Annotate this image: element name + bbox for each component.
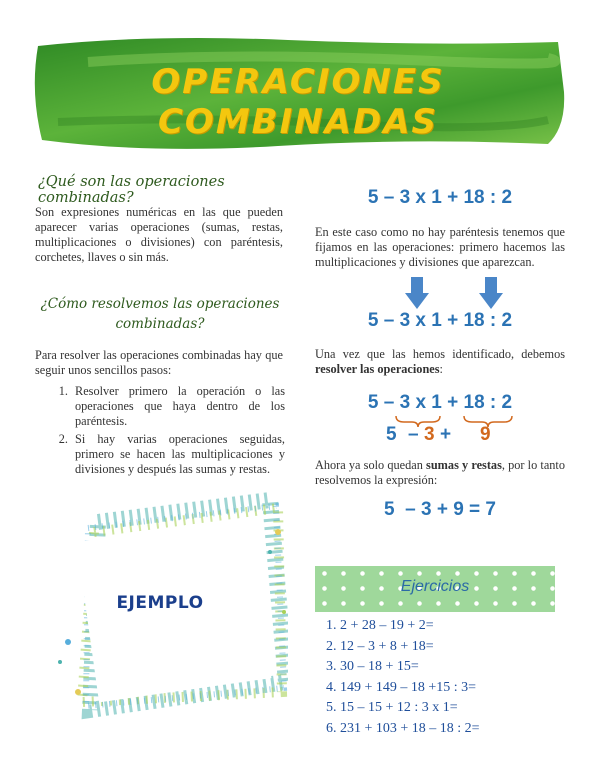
exercise-item: 6. 231 + 103 + 18 – 18 : 2= — [340, 719, 568, 740]
p2-suffix: : — [439, 362, 443, 376]
exercises-banner — [315, 566, 555, 612]
expr3-multiplication: 3 x 1 — [399, 392, 442, 413]
final-expression: 5 – 3 + 9 = 7 — [384, 499, 496, 520]
down-arrow-icon — [405, 277, 429, 309]
header-banner — [28, 32, 568, 150]
exercise-item: 2. 12 – 3 + 8 + 18= — [340, 637, 568, 658]
expr3-part-a: 5 – — [367, 392, 400, 413]
expr3-division: 18 : 2 — [463, 392, 513, 413]
expression-3 — [315, 392, 565, 414]
explanation-paragraph-2 — [315, 347, 565, 377]
question-heading-2-line2: combinadas? — [115, 316, 205, 332]
example-label: EJEMPLO — [116, 593, 204, 613]
p2-prefix: Una vez que las hemos identificado, debemos — [315, 347, 565, 361]
p3-bold: sumas y restas — [426, 458, 502, 472]
exercise-item: 5. 15 – 15 + 12 : 3 x 1= — [340, 698, 568, 719]
result-plus: + — [440, 424, 452, 445]
steps-list — [35, 384, 285, 480]
expr3-part-c: + — [441, 392, 464, 413]
exercise-item: 3. 30 – 18 + 15= — [340, 657, 568, 678]
explanation-paragraph-3 — [315, 458, 565, 488]
down-arrow-icon — [479, 277, 503, 309]
exercises-list — [318, 616, 568, 739]
expression-2: 5 – 3 x 1 + 18 : 2 — [367, 310, 513, 331]
definition-paragraph: Son expresiones numéricas en las que pueden aparecer varias operaciones (sumas, restas, multiplicaciones o divisiones) con paréntesis, corchetes, llaves o sin más. — [35, 205, 283, 264]
result-minus: – — [408, 424, 419, 445]
step-item: 1. Resolver primero la operación o las operaciones que haya dentro de los paréntesis. — [71, 384, 285, 429]
question-heading-1: ¿Qué son las operaciones combinadas? — [38, 174, 225, 206]
page-title: OPERACIONES COMBINADAS — [151, 62, 445, 142]
exercises-title: Ejercicios — [400, 578, 470, 595]
result-3: 3 — [424, 424, 435, 445]
expression-1: 5 – 3 x 1 + 18 : 2 — [367, 187, 513, 208]
exercise-item: 4. 149 + 149 – 18 +15 : 3= — [340, 678, 568, 699]
result-5: 5 — [386, 424, 397, 445]
question-heading-2-line1: ¿Cómo resolvemos las operaciones — [40, 296, 280, 312]
steps-intro-paragraph: Para resolver las operaciones combinadas hay que seguir unos sencillos pasos: — [35, 348, 283, 377]
result-9: 9 — [480, 424, 491, 445]
question-heading-2 — [35, 296, 285, 332]
p2-bold: resolver las operaciones — [315, 362, 440, 376]
p3-prefix: Ahora ya solo quedan — [315, 458, 427, 472]
step-item: 2. Si hay varias operaciones seguidas, primero se hacen las multiplicaciones y divisiones y después las sumas y restas. — [71, 432, 285, 477]
p3-suffix: , por lo tanto resolvemos la expresión: — [315, 458, 565, 487]
explanation-paragraph-1: En este caso como no hay paréntesis tenemos que fijamos en las operaciones: primero hacemos las multiplicaciones y divisiones que aparezcan. — [315, 225, 565, 269]
exercise-item: 1. 2 + 28 – 19 + 2= — [340, 616, 568, 637]
